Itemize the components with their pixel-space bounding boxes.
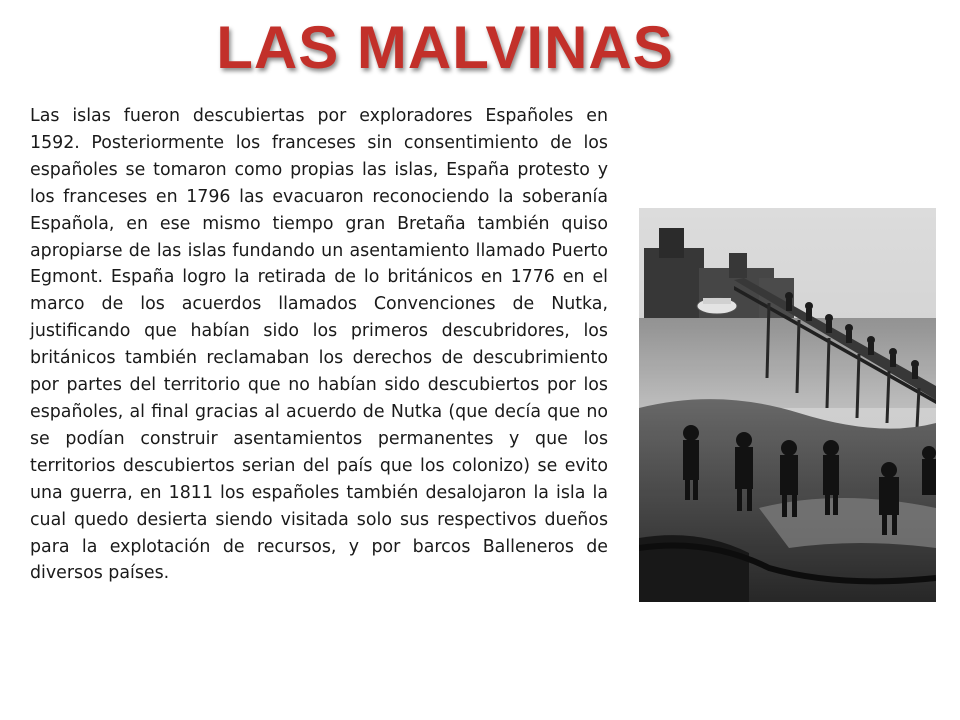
photo-illustration: [639, 208, 936, 602]
slide-title: LAS MALVINAS: [216, 14, 674, 81]
body-paragraph: Las islas fueron descubiertas por exploradores Españoles en 1592. Posteriormente los franceses sin consentimiento de los españoles se tomaron como propias las islas, España protesto y los franceses en 1796 las evacuaron reconociendo la soberanía Española, en ese mismo tiempo gran Bretaña también quiso apropiarse de las islas fundando un asentamiento llamado Puerto Egmont. España logro la retirada de lo británicos en 1776 en el marco de los acuerdos llamados Convenciones de Nutka, justificando que habían sido los primeros descubridores, los británicos también reclamaban los derechos de descubrimiento por partes del territorio que no habían sido descubiertos por los españoles, al final gracias al acuerdo de Nutka (que decía que no se podían construir asentamientos permanentes y que los territorios descubiertos serian del país que los colonizo) se evito una guerra, en 1811 los españoles también desalojaron la isla la cual quedo desierta siendo visitada solo sus respectivos dueños para la explotación de recursos, y por barcos Balleneros de diversos países.: [30, 106, 608, 584]
historical-photo: [639, 208, 936, 602]
